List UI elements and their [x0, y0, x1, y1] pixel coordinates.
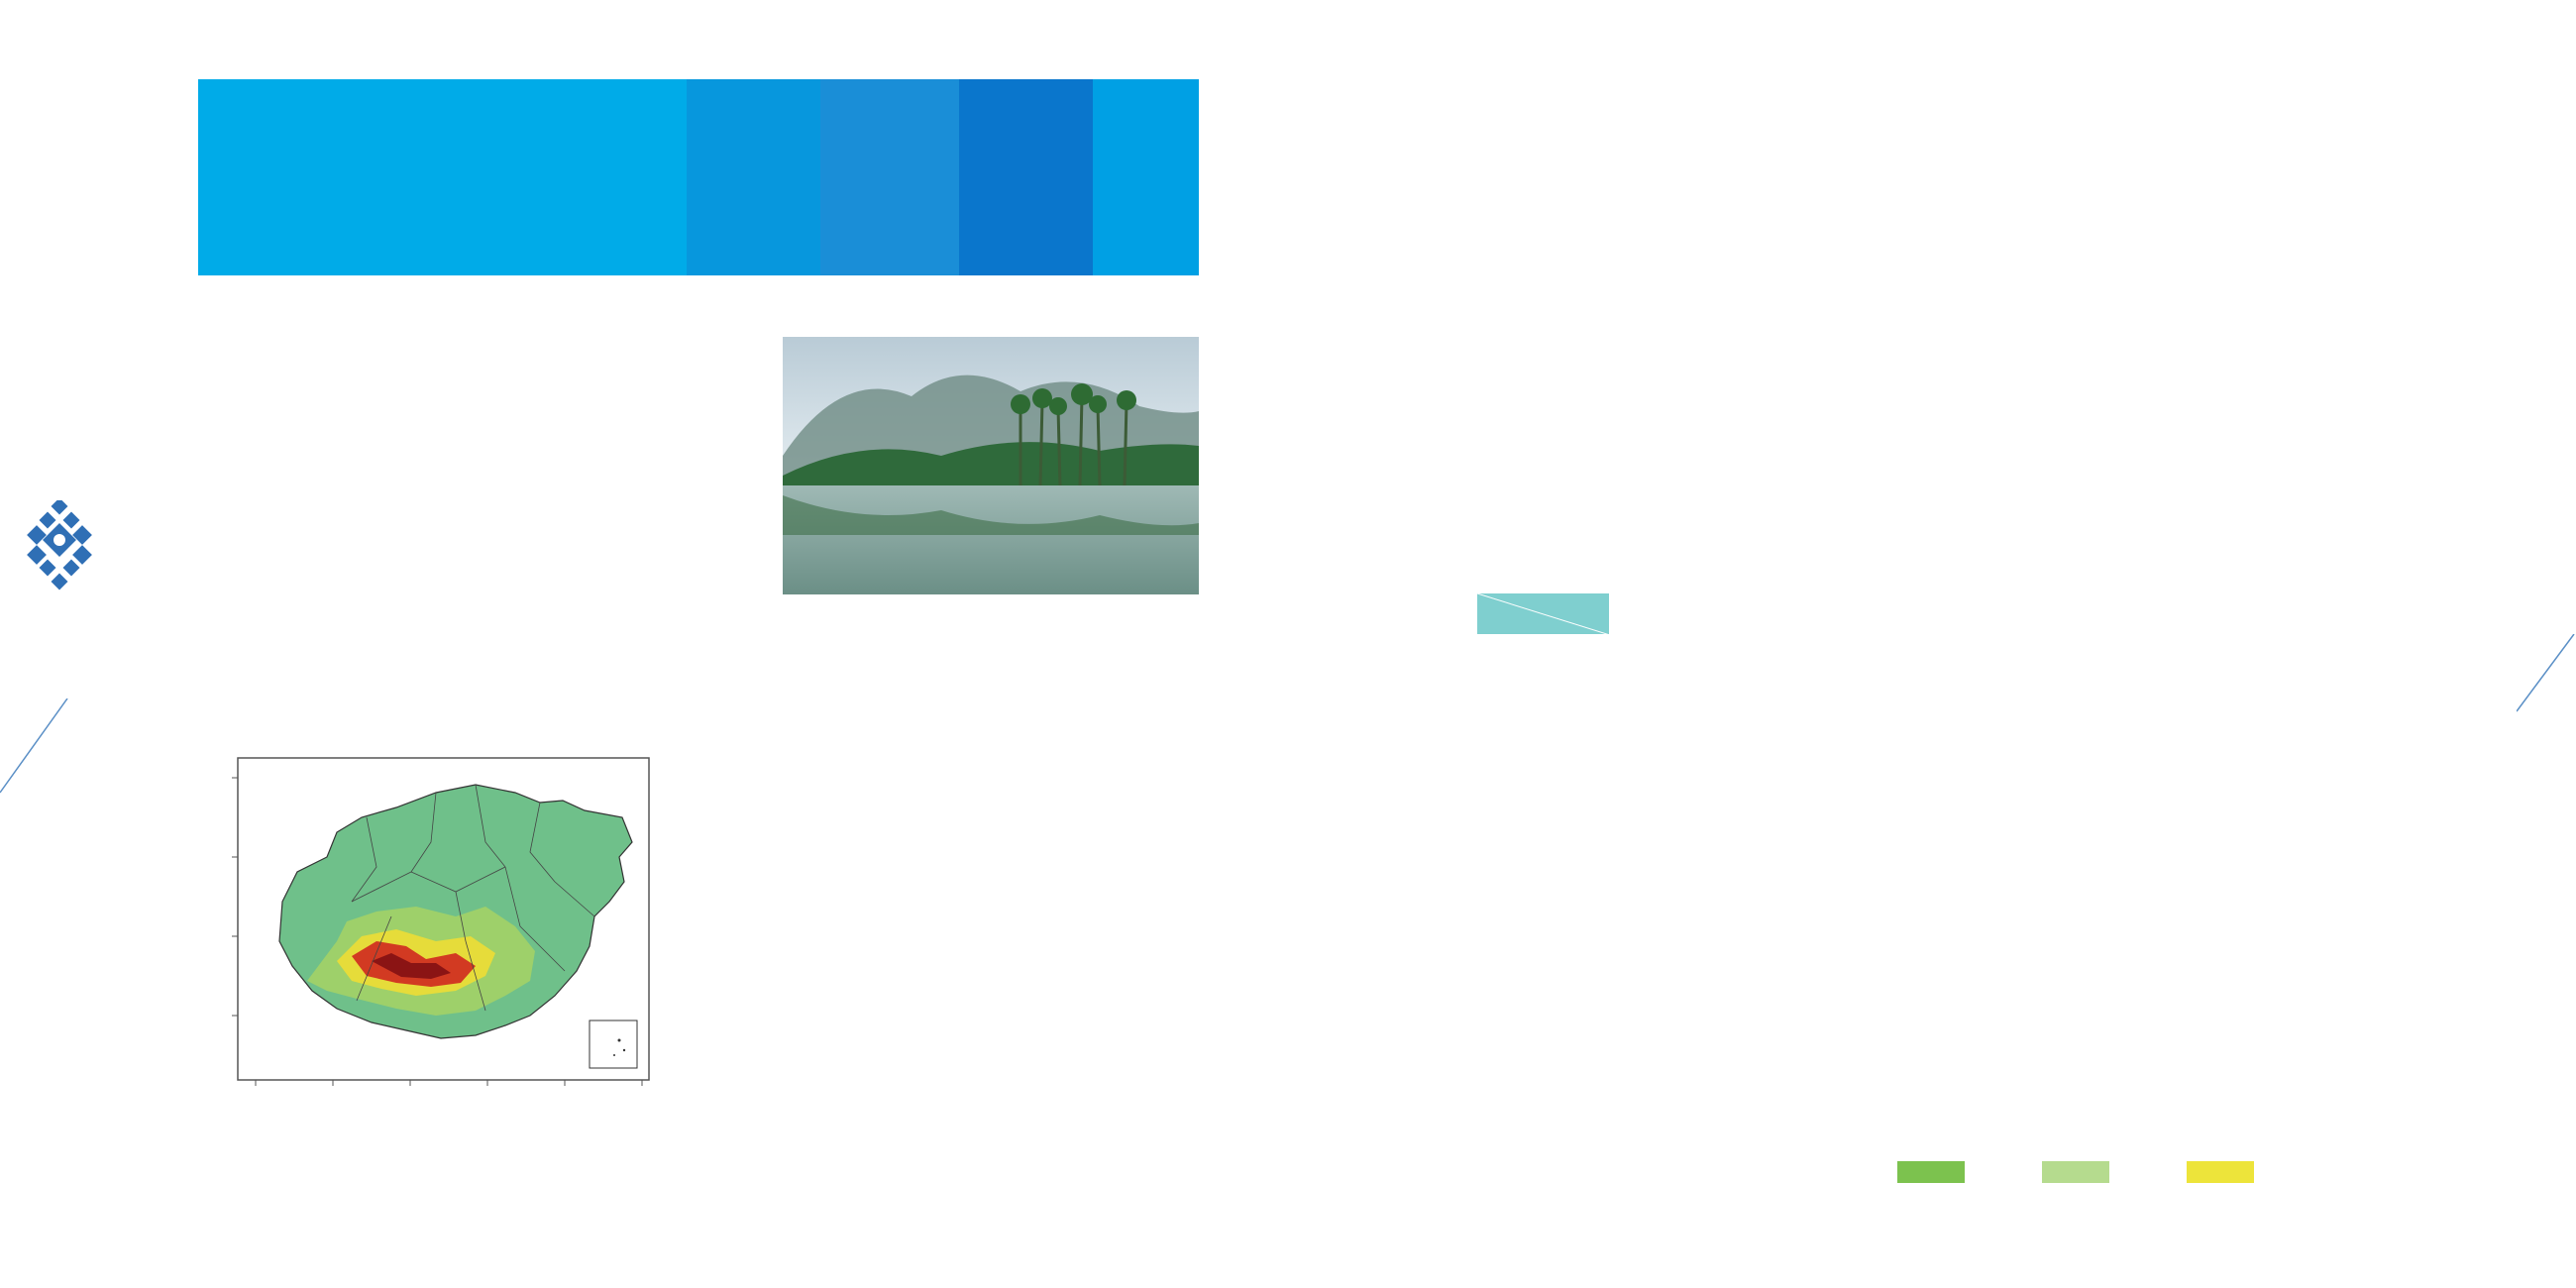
corner-line-left: [0, 698, 69, 798]
corner-line-right: [2517, 634, 2576, 713]
table-header-row: [1477, 593, 2434, 635]
comfort-month-table: [1476, 592, 2433, 635]
banner-stripe: [959, 79, 1093, 275]
comfort-days-map: [188, 694, 743, 1149]
banner-stripe: [687, 79, 820, 275]
title-banner: [198, 79, 1199, 275]
legend-swatch-comfortable: [1897, 1161, 1965, 1183]
banner-stripe: [1093, 79, 1199, 275]
brand-logo: [20, 500, 99, 698]
banner-stripe: [820, 79, 959, 275]
banner-stripe: [198, 79, 687, 275]
landscape-photo: [783, 337, 1199, 594]
table-corner-cell: [1477, 593, 1610, 635]
legend-swatch-less-comfortable: [2187, 1161, 2254, 1183]
table-legend: [1897, 1161, 2331, 1183]
legend-swatch-fairly-comfortable: [2042, 1161, 2109, 1183]
